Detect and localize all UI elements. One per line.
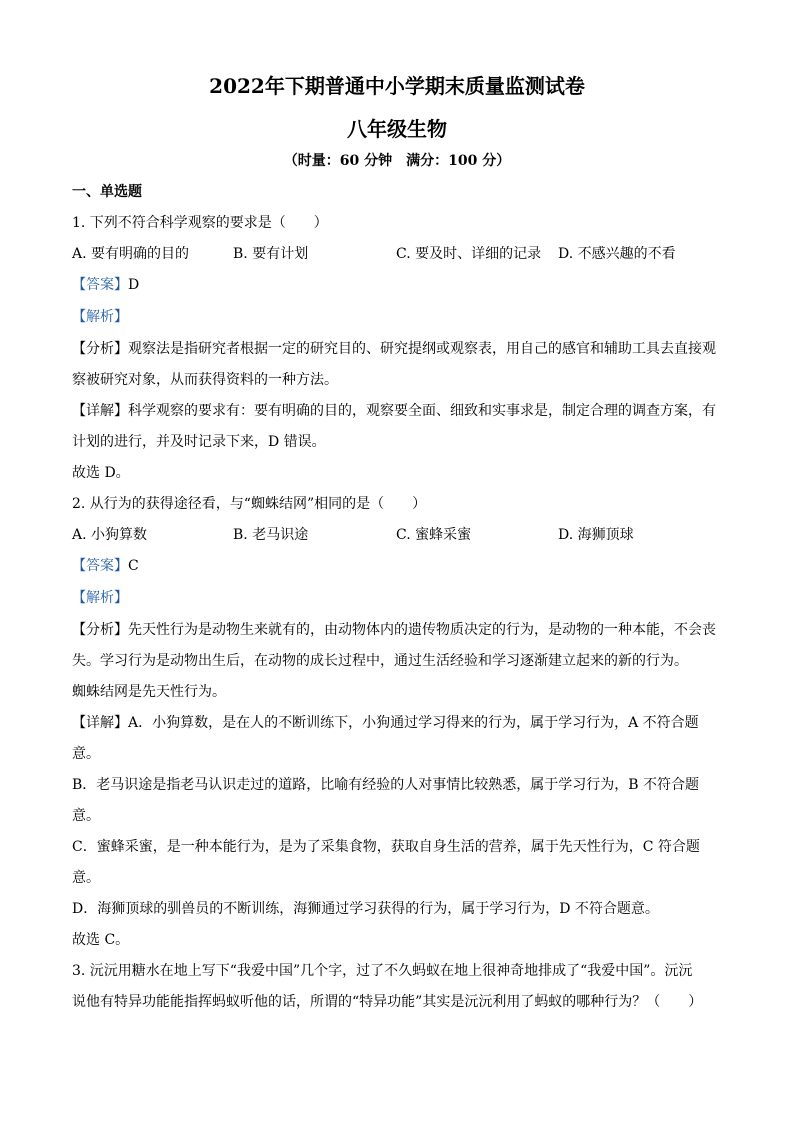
answer-tag: 【答案】 (72, 558, 128, 574)
q1-xiangjie-1: 【详解】科学观察的要求有：要有明确的目的，观察要全面、细致和实事求是，制定合理的调查方案，有 (72, 403, 716, 419)
section-title: 一、单选题 (72, 184, 142, 200)
q2-conclusion: 故选 C。 (72, 932, 130, 948)
exam-info: （时量：60 分钟 满分：100 分） (283, 153, 511, 169)
q2-xiangjie-a-2: 意。 (72, 746, 100, 762)
q2-option-c: C. 蜜蜂采蜜 (396, 527, 472, 543)
exam-title: 2022年下期普通中小学期末质量监测试卷 (209, 74, 585, 98)
q1-analysis-tag: 【解析】 (72, 309, 128, 325)
q1-option-c: C. 要及时、详细的记录 (396, 246, 542, 262)
q2-analysis-tag: 【解析】 (72, 590, 128, 606)
q2-option-d: D. 海狮顶球 (558, 527, 634, 543)
q2-xiangjie-c-2: 意。 (72, 870, 100, 886)
xiangjie-tag: 【详解】 (72, 403, 128, 419)
q1-option-d: D. 不感兴趣的不看 (558, 246, 676, 262)
fenxi-tag: 【分析】 (72, 622, 128, 638)
q1-option-a: A. 要有明确的目的 (72, 246, 190, 262)
q1-fenxi-1: 【分析】观察法是指研究者根据一定的研究目的、研究提纲或观察表，用自己的感官和辅助工具去直接观 (72, 341, 716, 357)
q2-xiangjie-a-1: 【详解】A．小狗算数，是在人的不断训练下，小狗通过学习得来的行为，属于学习行为，A 不符合题 (72, 715, 699, 731)
q2-fenxi-2: 失。学习行为是动物出生后，在动物的成长过程中，通过生活经验和学习逐渐建立起来的新的行为。 (72, 653, 688, 669)
q1-answer (72, 276, 139, 294)
q1-stem: 1. 下列不符合科学观察的要求是（ ） (72, 215, 328, 231)
q2-xiangjie-b-2: 意。 (72, 808, 100, 824)
xiangjie-tag: 【详解】 (72, 715, 128, 731)
q2-stem: 2. 从行为的获得途径看，与“蜘蛛结网”相同的是（ ） (72, 496, 427, 512)
q1-fenxi-2: 察被研究对象，从而获得资料的一种方法。 (72, 372, 338, 388)
fenxi-tag: 【分析】 (72, 341, 128, 357)
answer-tag: 【答案】 (72, 277, 128, 293)
q1-conclusion: 故选 D。 (72, 465, 130, 481)
q1-answer-value: D (128, 277, 140, 293)
q1-option-b: B. 要有计划 (233, 246, 309, 262)
q3-stem-2: 说他有特异功能能指挥蚂蚁听他的话，所谓的“特异功能”其实是沅沅利用了蚂蚁的哪种行为？（ ） (72, 994, 703, 1010)
q2-xiangjie-b-1: B．老马识途是指老马认识走过的道路，比喻有经验的人对事情比较熟悉，属于学习行为，B 不符合题 (72, 777, 700, 793)
q2-xiangjie-c-1: C．蜜蜂采蜜，是一种本能行为，是为了采集食物，获取自身生活的营养，属于先天性行为，C 符合题 (72, 839, 700, 855)
q2-fenxi-1: 【分析】先天性行为是动物生来就有的，由动物体内的遗传物质决定的行为，是动物的一种本能，不会丧 (72, 622, 716, 638)
q2-xiangjie-d-1: D．海狮顶球的驯兽员的不断训练，海狮通过学习获得的行为，属于学习行为，D 不符合题意。 (72, 901, 659, 917)
exam-subject: 八年级生物 (347, 117, 447, 141)
q2-fenxi-3: 蜘蛛结网是先天性行为。 (72, 684, 226, 700)
q2-answer-value: C (128, 558, 139, 574)
q2-answer (72, 557, 139, 575)
q2-option-b: B. 老马识途 (233, 527, 309, 543)
q2-option-a: A. 小狗算数 (72, 527, 148, 543)
q3-stem-1: 3. 沅沅用糖水在地上写下“我爱中国”几个字，过了不久蚂蚁在地上很神奇地排成了“我爱中国”。沅沅 (72, 963, 693, 979)
q1-xiangjie-2: 计划的进行，并及时记录下来，D 错误。 (72, 434, 326, 450)
